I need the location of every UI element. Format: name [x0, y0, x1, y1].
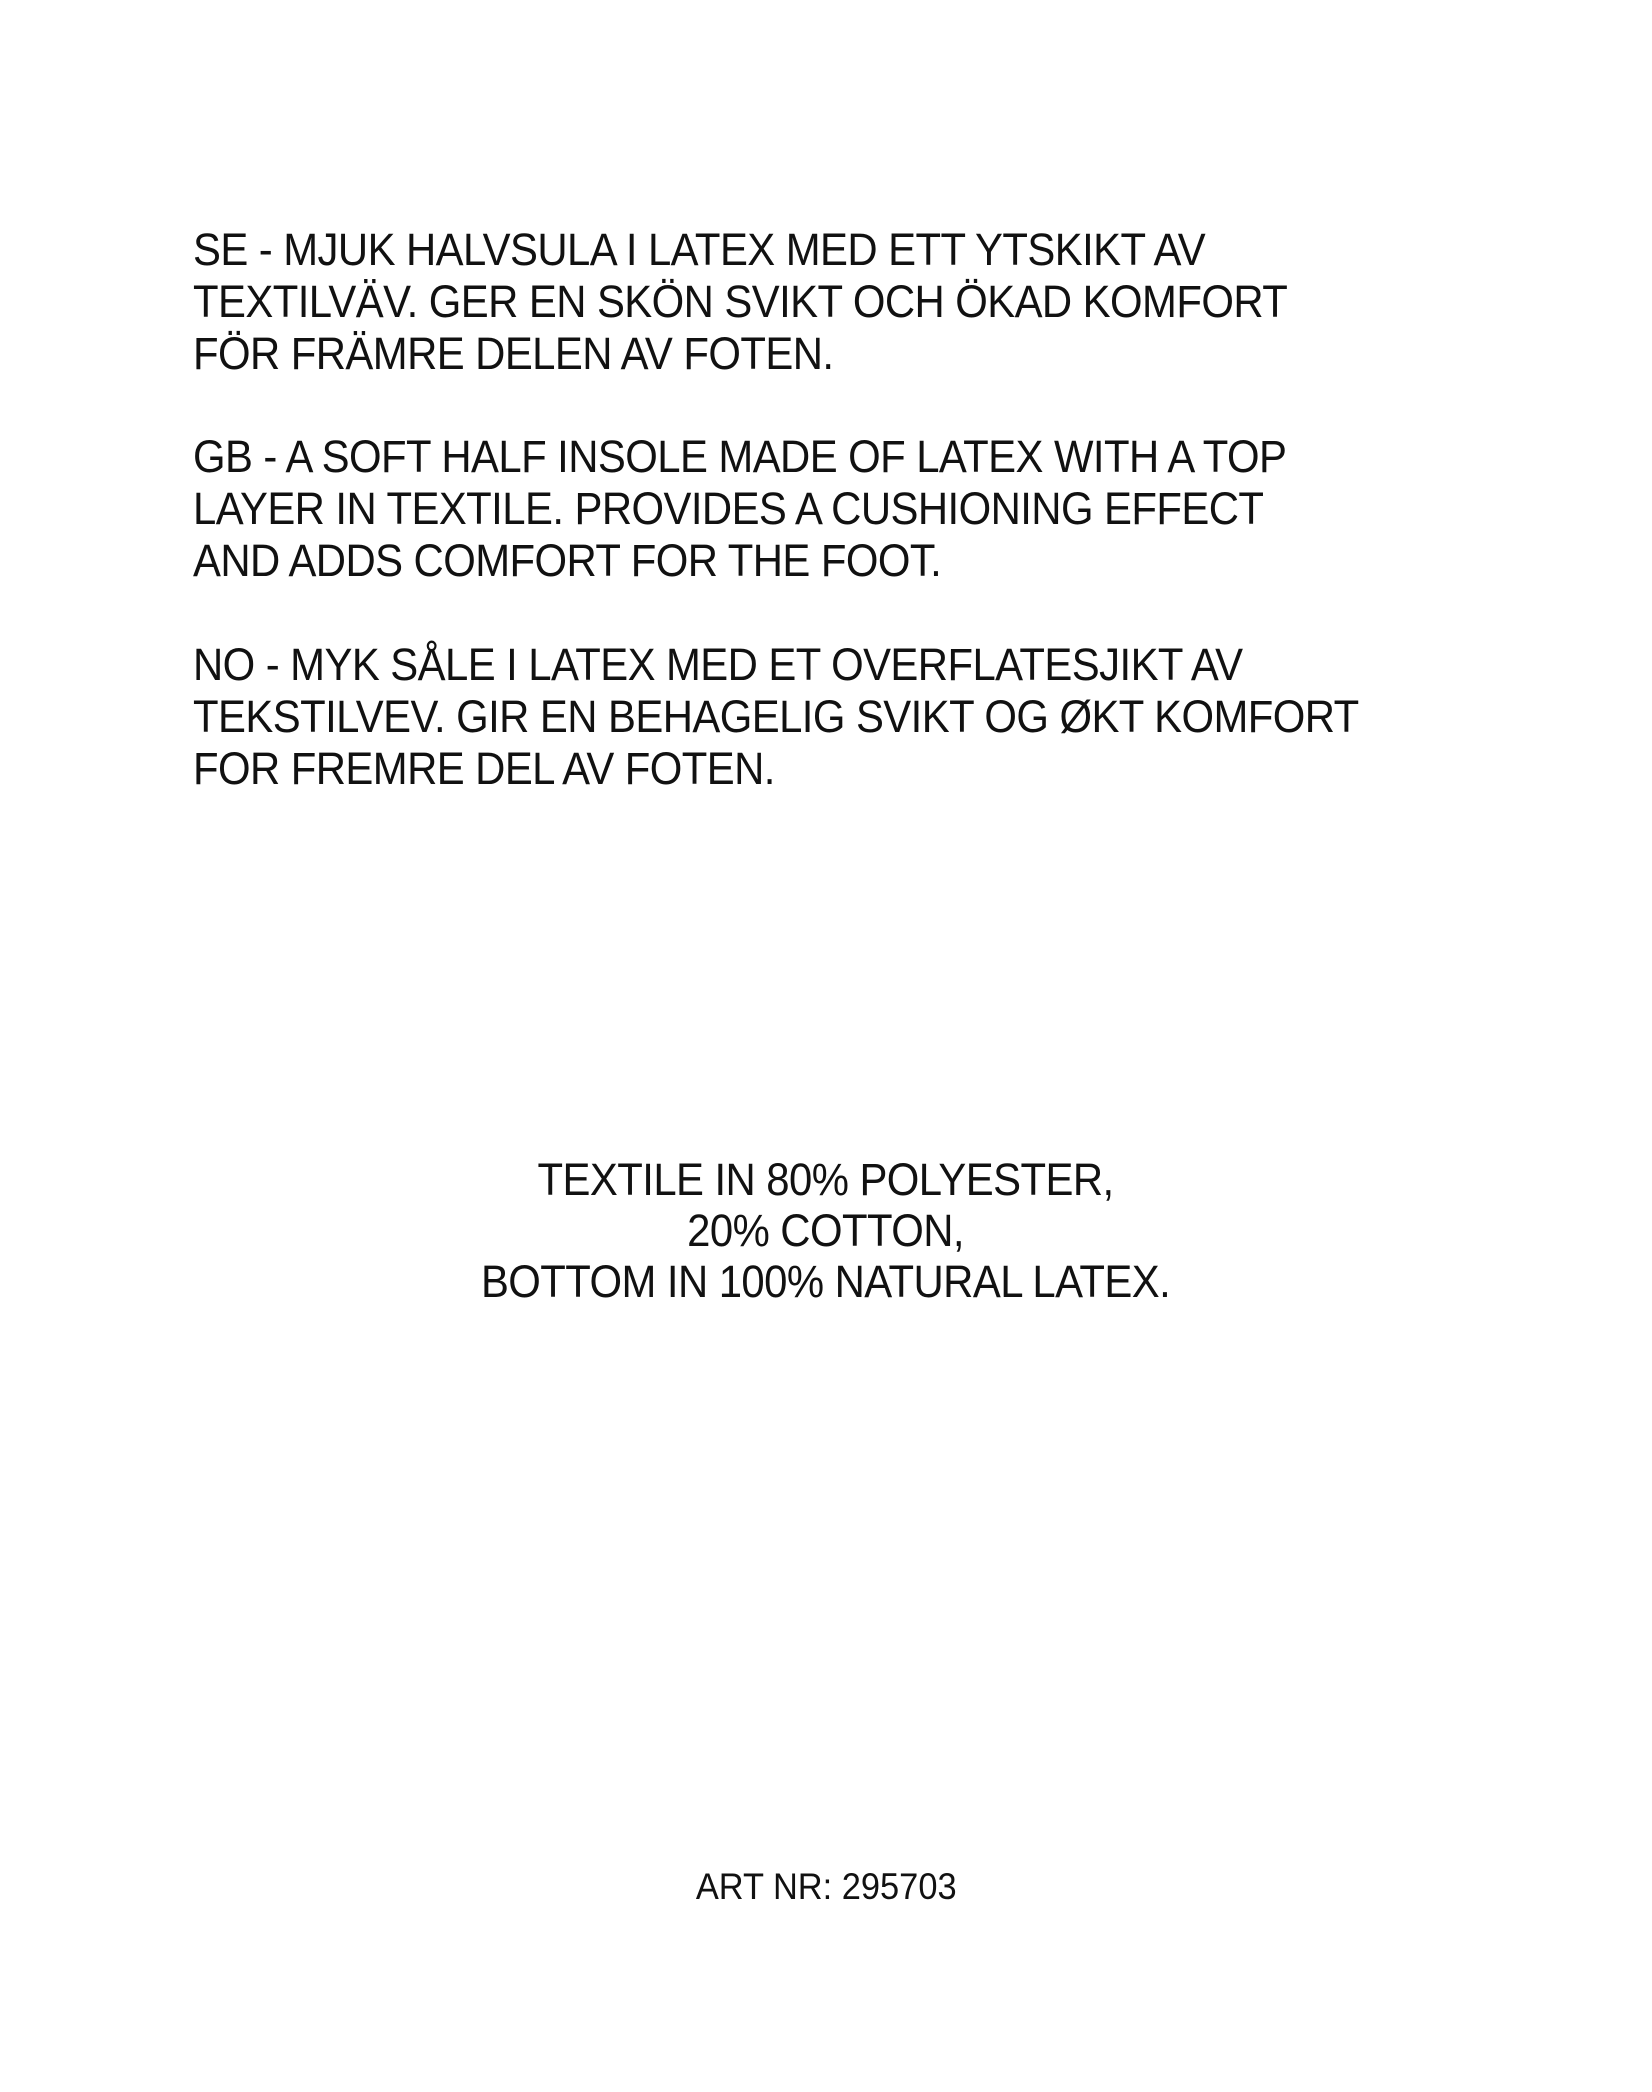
materials-composition	[0, 1103, 1652, 1307]
materials-text: TEXTILE IN 80% POLYESTER, 20% COTTON, BOTTOM IN 100% NATURAL LATEX.	[481, 1154, 1171, 1307]
description-norwegian: NO - MYK SÅLE I LATEX MED ET OVERFLATESJIKT AV TEKSTILVEV. GIR EN BEHAGELIG SVIKT OG ØKT KOMFORT FOR FREMRE DEL AV FOTEN.	[193, 639, 1359, 794]
description-english: GB - A SOFT HALF INSOLE MADE OF LATEX WITH A TOP LAYER IN TEXTILE. PROVIDES A CUSHIONING EFFECT AND ADDS COMFORT FOR THE FOOT.	[193, 431, 1287, 586]
article-number	[0, 1865, 1652, 1909]
description-swedish: SE - MJUK HALVSULA I LATEX MED ETT YTSKIKT AV TEXTILVÄV. GER EN SKÖN SVIKT OCH ÖKAD KOMFORT FÖR FRÄMRE DELEN AV FOTEN.	[193, 224, 1288, 379]
article-number-text: ART NR: 295703	[695, 1866, 957, 1907]
